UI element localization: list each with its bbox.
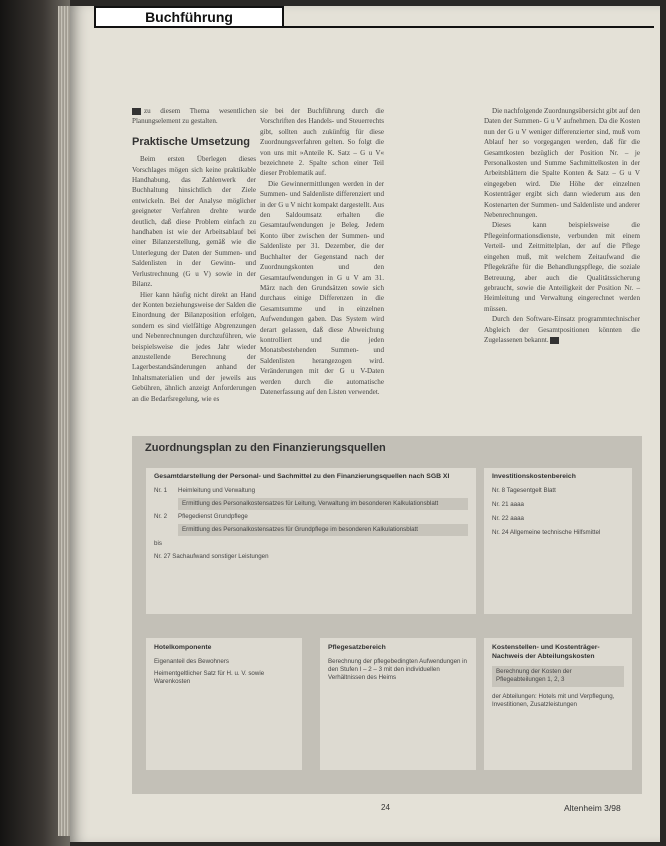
list-item: Nr. 21 aaaa bbox=[492, 500, 524, 508]
article-intro bbox=[132, 106, 256, 127]
list-item bbox=[154, 513, 468, 521]
card-pflegesatz bbox=[320, 638, 476, 770]
source-line: Altenheim 3/98 bbox=[564, 803, 621, 813]
continuation-text: bis bbox=[154, 540, 162, 548]
card-title: Pflegesatzbereich bbox=[328, 644, 386, 651]
card-investitionskosten bbox=[484, 468, 632, 614]
detail-box: Ermittlung des Personalkostensatzes für Grundpflege im besonderen Kalkulationsblatt bbox=[178, 524, 468, 536]
subheading: Praktische Umsetzung bbox=[132, 135, 250, 148]
item-label: Heimleitung und Verwaltung bbox=[178, 486, 256, 494]
detail-box: Ermittlung des Personalkostensatzes für Leitung, Verwaltung im besonderen Kalkulationsblatt bbox=[178, 498, 468, 510]
section-header: Buchführung bbox=[94, 6, 284, 28]
card-title: Investitionskostenbereich bbox=[492, 473, 576, 480]
page-number: 24 bbox=[381, 803, 390, 812]
article-column-2 bbox=[260, 106, 384, 397]
paragraph: sie bei der Buchführung durch die Vorschriften des Handels- und Steuerrechts gibt, sollten auch zukünftig für diese Zuordnungsverfahren gelten. So folgt die von uns mit »Anteile K. Satz – G u V« bezeichnete 2. Spalte schon einer Teil dieser Problematik auf. bbox=[260, 107, 384, 178]
list-item: Nr. 22 aaaa bbox=[492, 515, 524, 522]
list-item bbox=[154, 487, 468, 495]
card-hotelkomponente bbox=[146, 638, 302, 770]
item-number: Nr. 1 bbox=[154, 486, 168, 494]
item-label: Pflegedienst Grundpflege bbox=[178, 513, 248, 520]
list-item: Nr. 24 Allgemeine technische Hilfsmittel bbox=[492, 529, 601, 537]
card-text: der Abteilungen: Hotels mit und Verpflegung, Investitionen, Zusatzleistungen bbox=[492, 692, 615, 708]
article-column-3 bbox=[484, 106, 640, 345]
card-title: Gesamtdarstellung der Personal- und Sachmittel zu den Finanzierungsquellen nach SGB XI bbox=[154, 473, 450, 480]
intro-text: zu diesem Thema wesentlichen Planungselement zu gestalten. bbox=[132, 107, 256, 126]
header-rule bbox=[284, 26, 654, 28]
paragraph: Dieses kann beispielsweise die Pflegeinformationsdienste, verbunden mit einem Verteil- und Zeitmittelplan, der auf die Pflege eingehen muß, mit welchem Zeitaufwand die Pflegekräfte für die Behandlungspflege, die soziale Betreuung, aber auch die Qualitätssicherung gebraucht, sowie die Anteiligkeit der Position Nr. – Heimleitung und Verwaltung eingerechnet werden müssen. bbox=[484, 221, 640, 313]
card-text: Berechnung der pflegebedingten Aufwendungen in den Stufen I – 2 – 3 mit den individuellen Verhältnissen des Heims bbox=[328, 657, 467, 681]
card-title: Kostenstellen- und Kostenträger-Nachweis der Abteilungskosten bbox=[492, 644, 600, 660]
card-kostenstellen bbox=[484, 638, 632, 770]
item-number: Nr. 2 bbox=[154, 513, 168, 520]
paragraph: Die Gewinnermittlungen werden in der Summen- und Saldenliste differenziert und in der G u V nicht kompakt dargestellt. Aus den Saldoumsatz erhalten die Gesamtaufwendungen je Beleg. Jedem Konto über zwischen der Summen- und Saldenliste per 31. Dezember, die der Buchhalter der Gegenstand nach der Zuordnungskonten und den Gesamtaufwendungen in G u V am 31. März nach den Grundsätzen sowie sich durchaus einige Differenzen in die Gesamtsumme und in einzelnen Aufwendungen gaben. Das System wird derart gelassen, daß diese Abweichung kontrolliert und die jeden Monatsbestehenden Summen- und Saldenlisten herangezogen wird. Veränderungen mit der G u V-Daten werden durch die automatische Datenerfassung auf den Listen verwendet. bbox=[260, 179, 384, 396]
paragraph bbox=[484, 314, 640, 345]
card-text: Eigenanteil des Bewohners bbox=[154, 657, 229, 665]
end-marker-icon bbox=[550, 337, 559, 344]
card-gesamtdarstellung bbox=[146, 468, 476, 614]
box-title: Zuordnungsplan zu den Finanzierungsquellen bbox=[145, 442, 386, 454]
paragraph-text: Durch den Software-Einsatz programmtechnischer Abgleich der Gesamtpositionen könnten die Zugelassenen bekannt. bbox=[484, 315, 640, 344]
paragraph: Die nachfolgende Zuordnungsübersicht gibt auf den Daten der Summen- G u V aufnehmen. Da die Kosten nun der G u V weniger differenzierter sind, muß vom Ablauf her so vorgegangen werden, daß für die Gesamtkosten bezüglich der Position Nr. – je Personalkosten und Summe Sachmittelkosten in der Arbeitsblättern die Spalte Konten & Satz – G u V eingegeben wird. Die Höhe der einzelnen Kostenträger ergibt sich dann wiederum aus den Kostenarten der Summen- und Saldenliste und anderer Nebenrechnungen. bbox=[484, 107, 640, 220]
list-item: Nr. 27 Sachaufwand sonstiger Leistungen bbox=[154, 552, 269, 560]
continuation-marker-icon bbox=[132, 108, 141, 115]
list-item: Nr. 8 Tagesentgelt Blatt bbox=[492, 486, 556, 494]
paragraph: Beim ersten Überlegen dieses Vorschlages mögen sich keine praktikable Handhabung, das Zahlenwerk der Buchhaltung hinsichtlich der Ziele entwickeln. Bei der Analyse möglicher geeigneter Verfahren drehte wurde deutlich, daß diese Problem einfach zu handhaben ist wie der Arbeitsablauf bei einer Bilanzerstellung, gemäß wie die Unterlegung der Daten der Summen- und Saldenlisten in der Gewinn- und Verlustrechnung (G u V) sowie in der Bilanz. bbox=[132, 155, 256, 289]
card-title: Hotelkomponente bbox=[154, 644, 212, 651]
paragraph: Hier kann häufig nicht direkt an Hand der Konten beziehungsweise der Salden die Einordnung der Bilanzposition erfolgen, sondern es sind vielfältige Abgrenzungen und Nebenrechnungen durchzuführen, wie beispielsweise die jedes Jahr wieder anzustellende Berechnung der Lagerbestandsänderungen anhand der Inhaltsmaterialien und der jeweils aus Gebühren, ähnlich anzeigt Anforderungen an die Bedarfsregelung, wie es bbox=[132, 290, 256, 403]
detail-box: Berechnung der Kosten der Pflegeabteilungen 1, 2, 3 bbox=[492, 666, 624, 686]
article-column-1 bbox=[132, 106, 256, 404]
card-text: Heimentgeltlicher Satz für H. u. V. sowie Warenkosten bbox=[154, 669, 265, 685]
